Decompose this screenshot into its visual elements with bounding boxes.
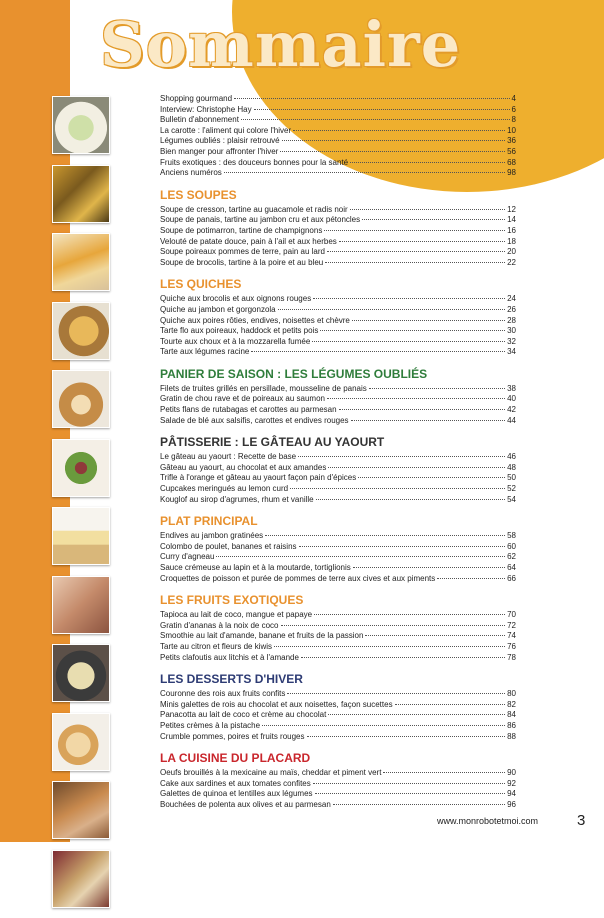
toc-entry[interactable]: Gratin de chou rave et de poireaux au saumon 40 xyxy=(160,394,516,404)
toc-entry[interactable]: Croquettes de poisson et purée de pommes de terre aux cives et aux piments 66 xyxy=(160,573,516,583)
thumbnail-kouglof-photo xyxy=(52,370,110,428)
footer-url[interactable]: www.monrobotetmoi.com xyxy=(437,816,539,826)
thumbnail-quiche-wedges-photo xyxy=(52,302,110,360)
toc-entry[interactable]: Cupcakes meringués au lemon curd 52 xyxy=(160,484,516,494)
toc-entry[interactable]: Oeufs brouillés à la mexicaine au maïs, cheddar et piment vert 90 xyxy=(160,768,516,778)
toc-entry[interactable]: Le gâteau au yaourt : Recette de base 46 xyxy=(160,452,516,462)
thumbnail-soup-photo xyxy=(52,96,110,154)
toc-entry[interactable]: Soupe de panais, tartine au jambon cru et aux pétoncles 14 xyxy=(160,215,516,225)
thumbnail-soup-toasts-photo xyxy=(52,233,110,291)
toc-section-desserts-hiver xyxy=(160,672,516,742)
toc-entry[interactable]: Interview: Christophe Hay 6 xyxy=(160,104,516,114)
toc-entry[interactable]: Salade de blé aux salsifis, carottes et endives rouges 44 xyxy=(160,415,516,425)
toc-entry[interactable]: Fruits exotiques : des douceurs bonnes pour la santé 68 xyxy=(160,157,516,167)
section-heading: PÂTISSERIE : LE GÂTEAU AU YAOURT xyxy=(160,435,385,450)
toc-entry[interactable]: Minis galettes de rois au chocolat et aux noisettes, façon sucettes 82 xyxy=(160,699,516,709)
toc-entry[interactable]: Soupe de brocolis, tartine à la poire et au bleu 22 xyxy=(160,257,516,267)
toc-entry[interactable]: Petits clafoutis aux litchis et à l'amande 78 xyxy=(160,652,516,662)
toc-intro xyxy=(160,94,516,179)
toc-entry[interactable]: Galettes de quinoa et lentilles aux légumes 94 xyxy=(160,789,516,799)
toc-entry[interactable]: Kouglof au sirop d'agrumes, rhum et vanille 54 xyxy=(160,494,516,504)
toc-entry[interactable]: Sauce crémeuse au lapin et à la moutarde, tortiglionis 64 xyxy=(160,563,516,572)
toc-entry[interactable]: Smoothie au lait d'amande, banane et fruits de la passion 74 xyxy=(160,631,516,641)
table-of-contents xyxy=(160,94,516,811)
thumbnail-quiche-slices-photo xyxy=(52,165,110,223)
thumbnail-gratin-dish-photo xyxy=(52,576,110,634)
toc-entry[interactable]: Crumble pommes, poires et fruits rouges 88 xyxy=(160,731,516,741)
section-heading: LES SOUPES xyxy=(160,187,237,202)
section-heading: PANIER DE SAISON : LES LÉGUMES OUBLIÉS xyxy=(160,366,428,381)
toc-entry[interactable]: Petits flans de rutabagas et carottes au parmesan 42 xyxy=(160,405,516,415)
toc-section-cuisine-placard xyxy=(160,751,516,810)
toc-section-soupes xyxy=(160,188,516,269)
toc-entry[interactable]: Anciens numéros 98 xyxy=(160,168,516,178)
toc-section-legumes-oublies xyxy=(160,367,516,426)
toc-entry[interactable]: Tarte flo aux poireaux, haddock et petits pois 30 xyxy=(160,326,516,336)
thumbnail-salad-photo xyxy=(52,439,110,497)
thumbnail-clafoutis-photo xyxy=(52,713,110,771)
toc-entry[interactable]: Velouté de patate douce, pain à l'ail et aux herbes 18 xyxy=(160,236,516,246)
toc-entry[interactable]: Shopping gourmand 4 xyxy=(160,94,516,103)
toc-section-quiches xyxy=(160,277,516,358)
toc-entry[interactable]: Tarte au citron et fleurs de kiwis 76 xyxy=(160,641,516,651)
toc-entry[interactable]: Tourte aux choux et à la mozzarella fumée 32 xyxy=(160,336,516,346)
toc-entry[interactable]: Quiche aux poires rôties, endives, noisettes et chèvre 28 xyxy=(160,315,516,325)
toc-entry[interactable]: Filets de truites grillés en persillade, mousseline de panais 38 xyxy=(160,383,516,393)
section-heading: PLAT PRINCIPAL xyxy=(160,514,258,529)
toc-entry[interactable]: Cake aux sardines et aux tomates confites 92 xyxy=(160,778,516,788)
thumbnail-meringue-cupcakes-photo xyxy=(52,507,110,565)
page-title: Sommaire xyxy=(100,8,462,81)
toc-entry[interactable]: Quiche aux brocolis et aux oignons rouges 24 xyxy=(160,294,516,304)
thumbnail-crumble-photo xyxy=(52,850,110,908)
toc-section-plat-principal xyxy=(160,514,516,584)
toc-entry[interactable]: Petites crèmes à la pistache 86 xyxy=(160,720,516,730)
toc-section-fruits-exotiques xyxy=(160,593,516,663)
toc-entry[interactable]: Soupe de cresson, tartine au guacamole et radis noir 12 xyxy=(160,204,516,214)
toc-entry[interactable]: Gratin d'ananas à la noix de coco 72 xyxy=(160,620,516,630)
toc-entry[interactable]: Bien manger pour affronter l'hiver 56 xyxy=(160,146,516,156)
thumbnail-column xyxy=(52,96,110,918)
toc-entry[interactable]: La carotte : l'aliment qui colore l'hiver 10 xyxy=(160,125,516,135)
thumbnail-galette-photo xyxy=(52,781,110,839)
toc-entry[interactable]: Colombo de poulet, bananes et raisins 60 xyxy=(160,541,516,551)
toc-entry[interactable]: Trifle à l'orange et gâteau au yaourt façon pain d'épices 50 xyxy=(160,473,516,483)
toc-entry[interactable]: Couronne des rois aux fruits confits 80 xyxy=(160,689,516,699)
toc-entry[interactable]: Soupe poireaux pommes de terre, pain au lard 20 xyxy=(160,247,516,257)
page-number: 3 xyxy=(577,812,586,829)
section-heading: LES QUICHES xyxy=(160,277,242,292)
thumbnail-soup-bowl-photo xyxy=(52,644,110,702)
section-heading: LA CUISINE DU PLACARD xyxy=(160,751,311,766)
toc-entry[interactable]: Curry d'agneau 62 xyxy=(160,552,516,562)
section-heading: LES DESSERTS D'HIVER xyxy=(160,672,303,687)
toc-entry[interactable]: Bulletin d'abonnement 8 xyxy=(160,115,516,125)
toc-entry[interactable]: Légumes oubliés : plaisir retrouvé 36 xyxy=(160,136,516,146)
section-heading: LES FRUITS EXOTIQUES xyxy=(160,593,304,608)
toc-entry[interactable]: Gâteau au yaourt, au chocolat et aux amandes 48 xyxy=(160,462,516,472)
toc-entry[interactable]: Bouchées de polenta aux olives et au parmesan 96 xyxy=(160,799,516,809)
toc-entry[interactable]: Panacotta au lait de coco et crème au chocolat 84 xyxy=(160,710,516,720)
toc-section-patisserie xyxy=(160,435,516,505)
toc-entry[interactable]: Tapioca au lait de coco, mangue et papaye 70 xyxy=(160,610,516,620)
toc-entry[interactable]: Tarte aux légumes racine 34 xyxy=(160,347,516,357)
toc-entry[interactable]: Quiche au jambon et gorgonzola 26 xyxy=(160,304,516,314)
toc-entry[interactable]: Soupe de potimarron, tartine de champignons 16 xyxy=(160,225,516,235)
toc-entry[interactable]: Endives au jambon gratinées 58 xyxy=(160,531,516,541)
